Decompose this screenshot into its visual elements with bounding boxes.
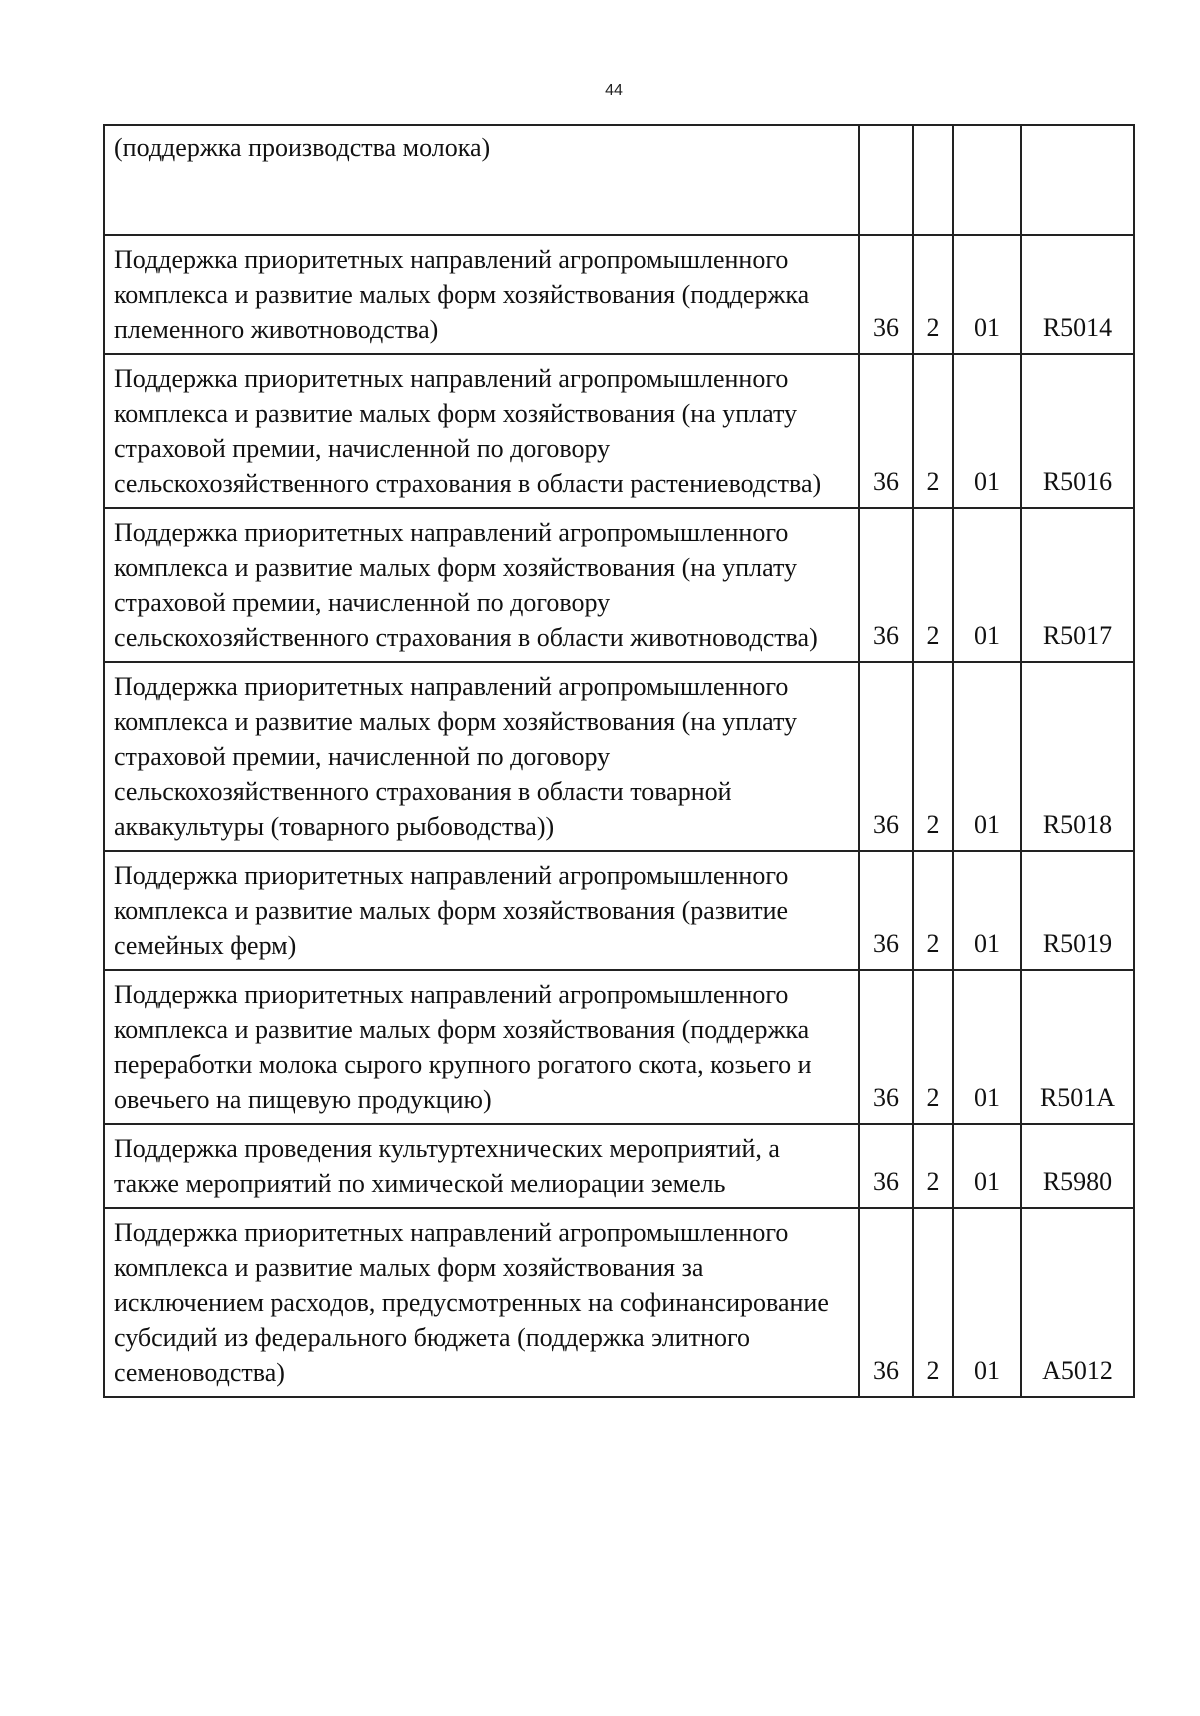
row-code-cell: A5012 <box>1021 1208 1134 1397</box>
row-code-cell: R5019 <box>1021 851 1134 970</box>
row-code-cell: R5980 <box>1021 1124 1134 1208</box>
row-program-cell: 2 <box>913 235 953 354</box>
row-code-cell <box>1021 125 1134 235</box>
table-row <box>104 851 1134 970</box>
row-description-cell: Поддержка приоритетных направлений агропромышленного комплекса и развитие малых форм хозяйствования (на уплату страховой премии, начисленной по договору сельскохозяйственного страхования в области животноводства) <box>104 508 859 662</box>
row-program-cell: 2 <box>913 662 953 851</box>
row-subprogram-cell: 01 <box>953 851 1021 970</box>
budget-classification-table <box>103 124 1135 1398</box>
row-description-cell: (поддержка производства молока) <box>104 125 859 235</box>
row-chapter-cell <box>859 125 913 235</box>
row-chapter-cell: 36 <box>859 1124 913 1208</box>
row-subprogram-cell: 01 <box>953 354 1021 508</box>
row-description-cell: Поддержка проведения культуртехнических мероприятий, а также мероприятий по химической мелиорации земель <box>104 1124 859 1208</box>
row-program-cell: 2 <box>913 1208 953 1397</box>
row-description-cell: Поддержка приоритетных направлений агропромышленного комплекса и развитие малых форм хозяйствования (на уплату страховой премии, начисленной по договору сельскохозяйственного страхования в области товарной аквакультуры (товарного рыбоводства)) <box>104 662 859 851</box>
table-row <box>104 970 1134 1124</box>
table-row <box>104 662 1134 851</box>
table-row <box>104 235 1134 354</box>
row-subprogram-cell: 01 <box>953 1208 1021 1397</box>
row-subprogram-cell: 01 <box>953 235 1021 354</box>
row-subprogram-cell: 01 <box>953 662 1021 851</box>
table-row <box>104 125 1134 235</box>
row-program-cell: 2 <box>913 508 953 662</box>
row-subprogram-cell: 01 <box>953 508 1021 662</box>
table-row <box>104 1124 1134 1208</box>
row-program-cell: 2 <box>913 851 953 970</box>
row-program-cell: 2 <box>913 1124 953 1208</box>
table-body <box>104 125 1134 1397</box>
row-code-cell: R5016 <box>1021 354 1134 508</box>
row-chapter-cell: 36 <box>859 1208 913 1397</box>
row-chapter-cell: 36 <box>859 662 913 851</box>
row-code-cell: R5017 <box>1021 508 1134 662</box>
row-code-cell: R5014 <box>1021 235 1134 354</box>
row-program-cell <box>913 125 953 235</box>
row-subprogram-cell <box>953 125 1021 235</box>
table-row <box>104 1208 1134 1397</box>
row-code-cell: R501A <box>1021 970 1134 1124</box>
row-description-cell: Поддержка приоритетных направлений агропромышленного комплекса и развитие малых форм хозяйствования (поддержка племенного животноводства) <box>104 235 859 354</box>
row-description-cell: Поддержка приоритетных направлений агропромышленного комплекса и развитие малых форм хозяйствования за исключением расходов, предусмотренных на софинансирование субсидий из федерального бюджета (поддержка элитного семеноводства) <box>104 1208 859 1397</box>
row-chapter-cell: 36 <box>859 970 913 1124</box>
row-chapter-cell: 36 <box>859 851 913 970</box>
row-description-cell: Поддержка приоритетных направлений агропромышленного комплекса и развитие малых форм хозяйствования (развитие семейных ферм) <box>104 851 859 970</box>
table-row <box>104 508 1134 662</box>
row-description-cell: Поддержка приоритетных направлений агропромышленного комплекса и развитие малых форм хозяйствования (на уплату страховой премии, начисленной по договору сельскохозяйственного страхования в области растениеводства) <box>104 354 859 508</box>
table-row <box>104 354 1134 508</box>
row-chapter-cell: 36 <box>859 508 913 662</box>
row-program-cell: 2 <box>913 970 953 1124</box>
row-chapter-cell: 36 <box>859 354 913 508</box>
row-chapter-cell: 36 <box>859 235 913 354</box>
row-subprogram-cell: 01 <box>953 970 1021 1124</box>
row-description-cell: Поддержка приоритетных направлений агропромышленного комплекса и развитие малых форм хозяйствования (поддержка переработки молока сырого крупного рогатого скота, козьего и овечьего на пищевую продукцию) <box>104 970 859 1124</box>
row-program-cell: 2 <box>913 354 953 508</box>
page-number: 44 <box>605 82 623 99</box>
row-code-cell: R5018 <box>1021 662 1134 851</box>
row-subprogram-cell: 01 <box>953 1124 1021 1208</box>
